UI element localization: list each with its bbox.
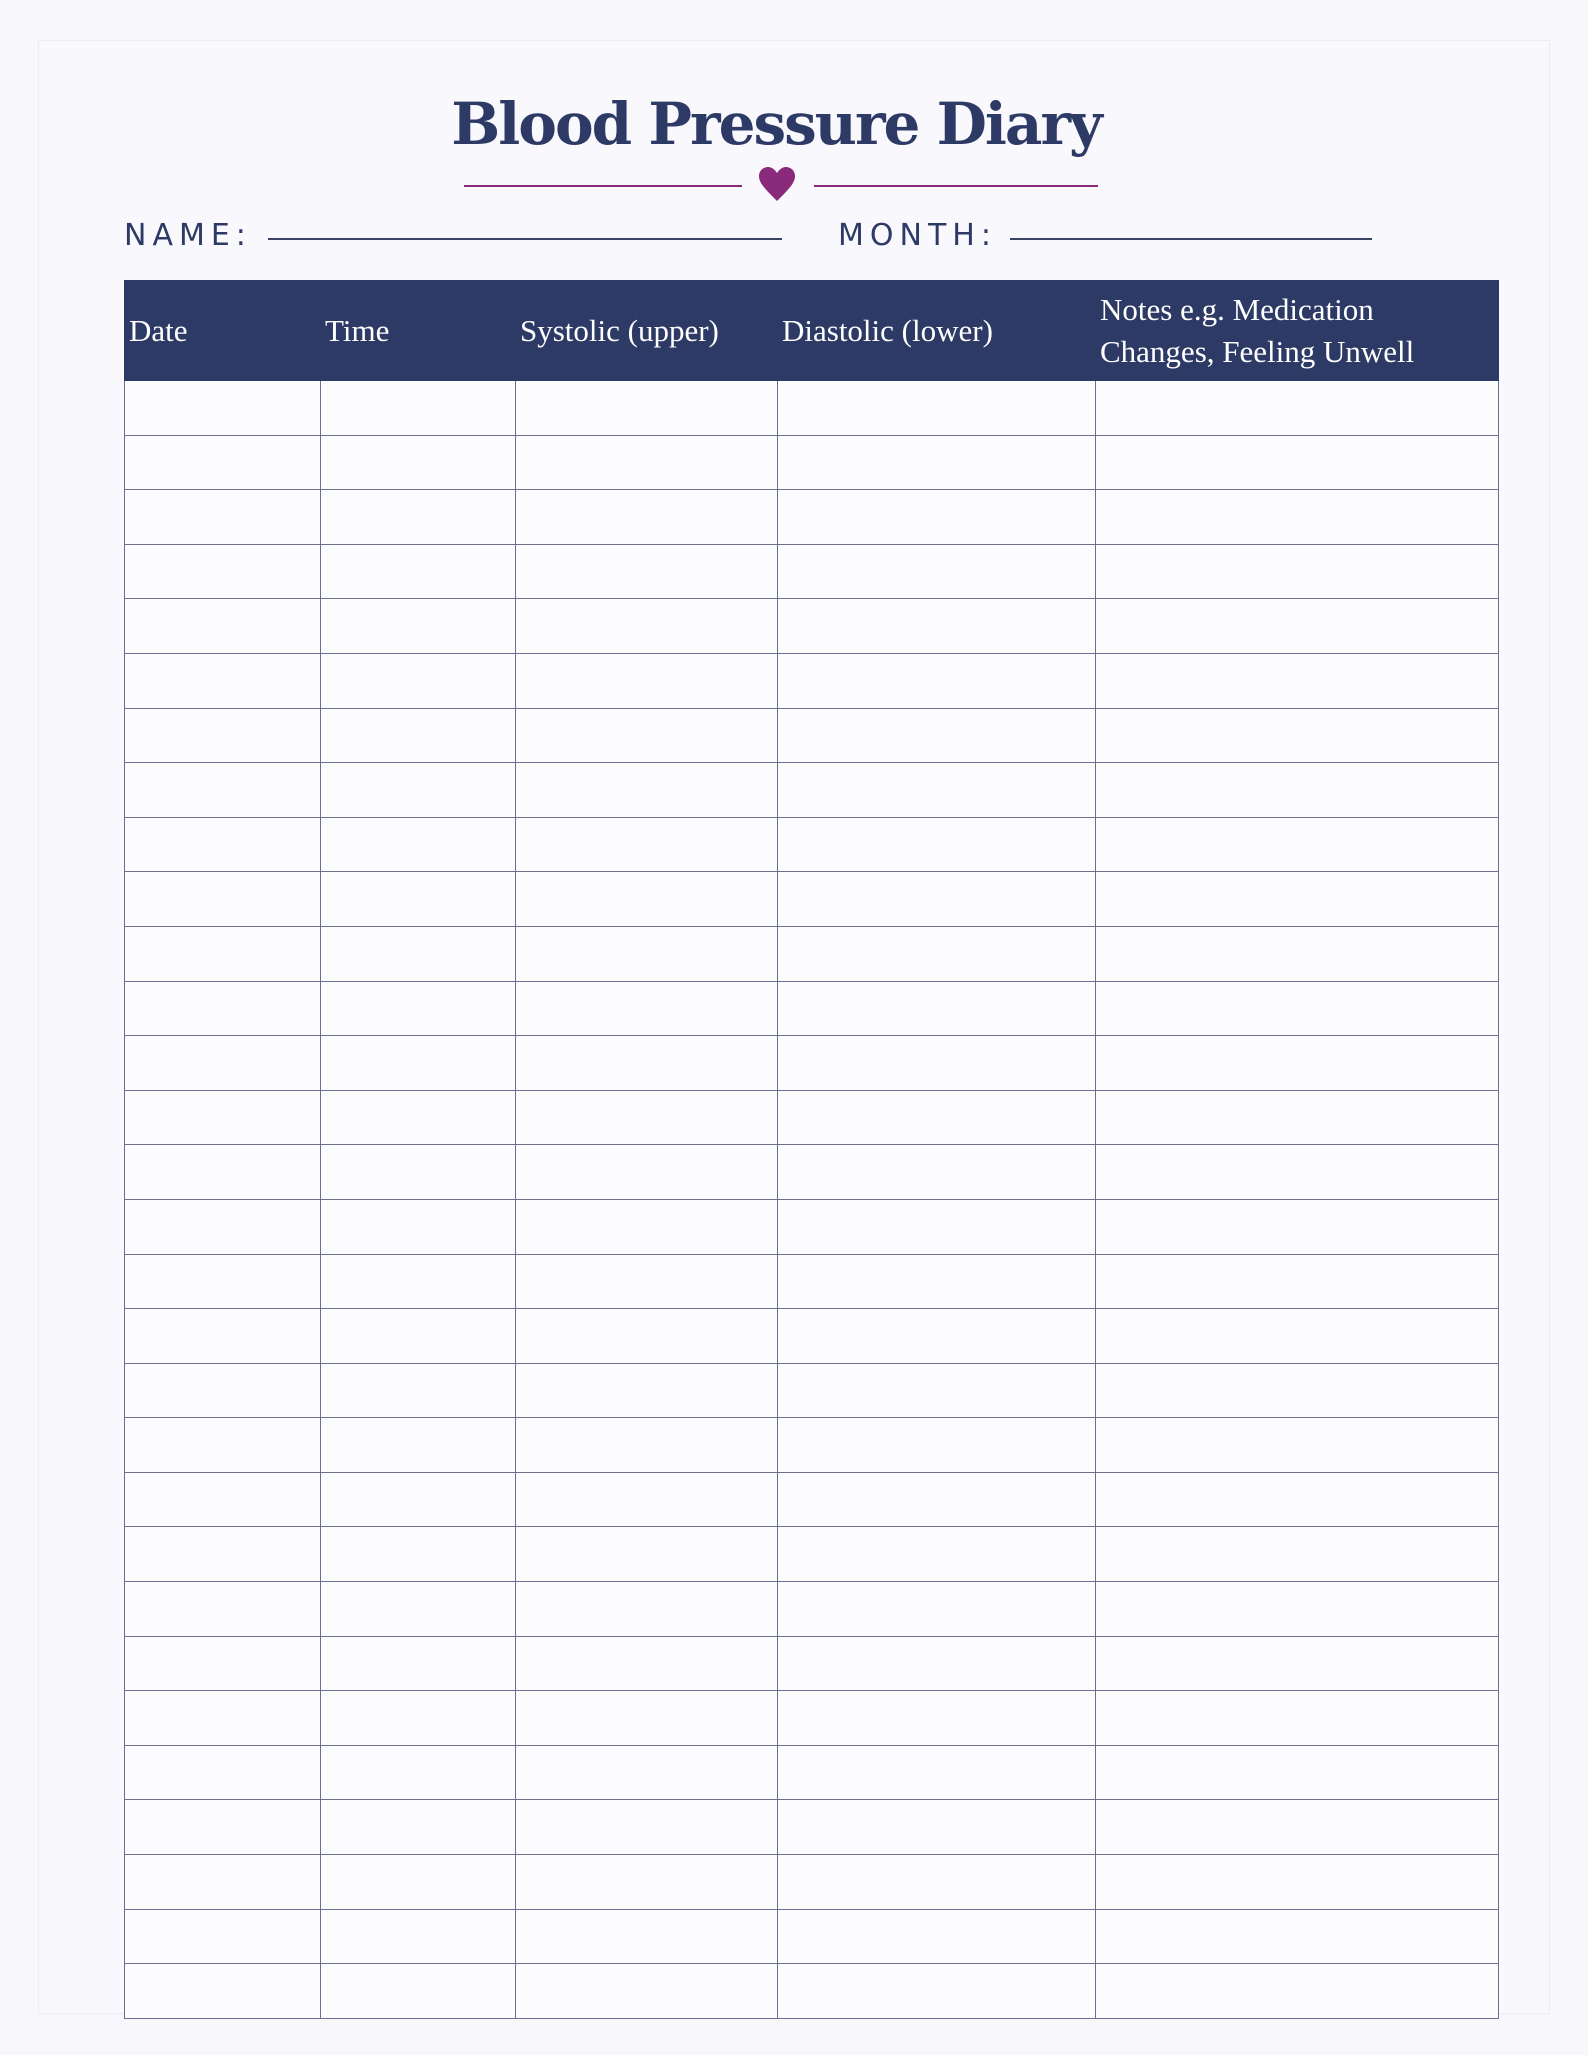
systolic-cell[interactable] bbox=[516, 1582, 778, 1637]
notes-cell[interactable] bbox=[1096, 981, 1499, 1036]
table-header-row bbox=[125, 281, 1499, 381]
date-cell[interactable] bbox=[125, 1363, 321, 1418]
systolic-cell[interactable] bbox=[516, 544, 778, 599]
table-row bbox=[125, 817, 1499, 872]
date-cell[interactable] bbox=[125, 981, 321, 1036]
diastolic-cell[interactable] bbox=[778, 1418, 1096, 1473]
systolic-cell[interactable] bbox=[516, 1036, 778, 1091]
time-cell[interactable] bbox=[321, 1090, 516, 1145]
time-cell[interactable] bbox=[321, 1145, 516, 1200]
time-cell[interactable] bbox=[321, 872, 516, 927]
table-row bbox=[125, 1909, 1499, 1964]
diastolic-cell[interactable] bbox=[778, 1909, 1096, 1964]
table-row bbox=[125, 981, 1499, 1036]
column-header-time: Time bbox=[321, 281, 516, 381]
diastolic-cell[interactable] bbox=[778, 708, 1096, 763]
time-cell[interactable] bbox=[321, 1527, 516, 1582]
table-body bbox=[125, 381, 1499, 2019]
table-row bbox=[125, 1800, 1499, 1855]
notes-cell[interactable] bbox=[1096, 1036, 1499, 1091]
time-cell[interactable] bbox=[321, 1582, 516, 1637]
table-row bbox=[125, 381, 1499, 436]
date-cell[interactable] bbox=[125, 1472, 321, 1527]
time-cell[interactable] bbox=[321, 981, 516, 1036]
notes-cell[interactable] bbox=[1096, 1254, 1499, 1309]
date-cell[interactable] bbox=[125, 872, 321, 927]
date-cell[interactable] bbox=[125, 1527, 321, 1582]
diastolic-cell[interactable] bbox=[778, 817, 1096, 872]
date-cell[interactable] bbox=[125, 1418, 321, 1473]
table-row bbox=[125, 435, 1499, 490]
diastolic-cell[interactable] bbox=[778, 1636, 1096, 1691]
systolic-cell[interactable] bbox=[516, 1909, 778, 1964]
diastolic-cell[interactable] bbox=[778, 1800, 1096, 1855]
systolic-cell[interactable] bbox=[516, 1363, 778, 1418]
date-cell[interactable] bbox=[125, 763, 321, 818]
table-row bbox=[125, 926, 1499, 981]
diastolic-cell[interactable] bbox=[778, 763, 1096, 818]
table-row bbox=[125, 1472, 1499, 1527]
systolic-cell[interactable] bbox=[516, 1254, 778, 1309]
time-cell[interactable] bbox=[321, 1309, 516, 1364]
time-cell[interactable] bbox=[321, 1418, 516, 1473]
time-cell[interactable] bbox=[321, 1745, 516, 1800]
notes-cell[interactable] bbox=[1096, 1527, 1499, 1582]
notes-cell[interactable] bbox=[1096, 381, 1499, 436]
date-cell[interactable] bbox=[125, 1582, 321, 1637]
time-cell[interactable] bbox=[321, 1472, 516, 1527]
date-cell[interactable] bbox=[125, 544, 321, 599]
systolic-cell[interactable] bbox=[516, 653, 778, 708]
diary-table bbox=[124, 280, 1499, 2019]
table-row bbox=[125, 1691, 1499, 1746]
time-cell[interactable] bbox=[321, 1254, 516, 1309]
systolic-cell[interactable] bbox=[516, 1472, 778, 1527]
systolic-cell[interactable] bbox=[516, 1855, 778, 1910]
time-cell[interactable] bbox=[321, 544, 516, 599]
diastolic-cell[interactable] bbox=[778, 872, 1096, 927]
diastolic-cell[interactable] bbox=[778, 490, 1096, 545]
date-cell[interactable] bbox=[125, 490, 321, 545]
notes-cell[interactable] bbox=[1096, 1582, 1499, 1637]
table-row bbox=[125, 763, 1499, 818]
date-cell[interactable] bbox=[125, 381, 321, 436]
notes-cell[interactable] bbox=[1096, 817, 1499, 872]
date-cell[interactable] bbox=[125, 1745, 321, 1800]
diastolic-cell[interactable] bbox=[778, 1199, 1096, 1254]
date-cell[interactable] bbox=[125, 1855, 321, 1910]
diastolic-cell[interactable] bbox=[778, 926, 1096, 981]
time-cell[interactable] bbox=[321, 1363, 516, 1418]
time-cell[interactable] bbox=[321, 926, 516, 981]
column-header-date: Date bbox=[125, 281, 321, 381]
time-cell[interactable] bbox=[321, 1909, 516, 1964]
date-cell[interactable] bbox=[125, 817, 321, 872]
time-cell[interactable] bbox=[321, 708, 516, 763]
notes-cell[interactable] bbox=[1096, 1636, 1499, 1691]
date-cell[interactable] bbox=[125, 599, 321, 654]
notes-cell[interactable] bbox=[1096, 1691, 1499, 1746]
diastolic-cell[interactable] bbox=[778, 1036, 1096, 1091]
column-header-diastolic: Diastolic (lower) bbox=[778, 281, 1096, 381]
time-cell[interactable] bbox=[321, 599, 516, 654]
date-cell[interactable] bbox=[125, 926, 321, 981]
time-cell[interactable] bbox=[321, 1691, 516, 1746]
table-row bbox=[125, 1964, 1499, 2019]
date-cell[interactable] bbox=[125, 435, 321, 490]
title-divider-left bbox=[464, 185, 742, 187]
table-row bbox=[125, 599, 1499, 654]
systolic-cell[interactable] bbox=[516, 1199, 778, 1254]
table-row bbox=[125, 1527, 1499, 1582]
table-row bbox=[125, 490, 1499, 545]
notes-cell[interactable] bbox=[1096, 1745, 1499, 1800]
date-cell[interactable] bbox=[125, 1090, 321, 1145]
systolic-cell[interactable] bbox=[516, 1745, 778, 1800]
date-cell[interactable] bbox=[125, 1145, 321, 1200]
column-header-systolic: Systolic (upper) bbox=[516, 281, 778, 381]
diastolic-cell[interactable] bbox=[778, 1745, 1096, 1800]
table-row bbox=[125, 1309, 1499, 1364]
systolic-cell[interactable] bbox=[516, 1418, 778, 1473]
table-row bbox=[125, 1855, 1499, 1910]
time-cell[interactable] bbox=[321, 1855, 516, 1910]
column-header-notes: Notes e.g. Medication Changes, Feeling Unwell bbox=[1096, 281, 1499, 381]
notes-cell[interactable] bbox=[1096, 708, 1499, 763]
systolic-cell[interactable] bbox=[516, 817, 778, 872]
systolic-cell[interactable] bbox=[516, 490, 778, 545]
notes-cell[interactable] bbox=[1096, 544, 1499, 599]
date-cell[interactable] bbox=[125, 1309, 321, 1364]
systolic-cell[interactable] bbox=[516, 435, 778, 490]
table-row bbox=[125, 1254, 1499, 1309]
systolic-cell[interactable] bbox=[516, 1145, 778, 1200]
notes-cell[interactable] bbox=[1096, 599, 1499, 654]
page-title: Blood Pressure Diary bbox=[451, 90, 1101, 158]
time-cell[interactable] bbox=[321, 1800, 516, 1855]
notes-cell[interactable] bbox=[1096, 435, 1499, 490]
systolic-cell[interactable] bbox=[516, 1309, 778, 1364]
heart-icon bbox=[757, 165, 797, 205]
table-row bbox=[125, 1363, 1499, 1418]
diastolic-cell[interactable] bbox=[778, 1691, 1096, 1746]
time-cell[interactable] bbox=[321, 1199, 516, 1254]
table-row bbox=[125, 1636, 1499, 1691]
systolic-cell[interactable] bbox=[516, 1636, 778, 1691]
table-row bbox=[125, 1145, 1499, 1200]
systolic-cell[interactable] bbox=[516, 1691, 778, 1746]
month-label: MONTH: bbox=[838, 218, 997, 253]
table-row bbox=[125, 1745, 1499, 1800]
time-cell[interactable] bbox=[321, 653, 516, 708]
time-cell[interactable] bbox=[321, 435, 516, 490]
table-row bbox=[125, 872, 1499, 927]
date-cell[interactable] bbox=[125, 1909, 321, 1964]
systolic-cell[interactable] bbox=[516, 381, 778, 436]
systolic-cell[interactable] bbox=[516, 599, 778, 654]
time-cell[interactable] bbox=[321, 1036, 516, 1091]
notes-cell[interactable] bbox=[1096, 1418, 1499, 1473]
diastolic-cell[interactable] bbox=[778, 1254, 1096, 1309]
notes-cell[interactable] bbox=[1096, 490, 1499, 545]
table-row bbox=[125, 1090, 1499, 1145]
diastolic-cell[interactable] bbox=[778, 1855, 1096, 1910]
diastolic-cell[interactable] bbox=[778, 1090, 1096, 1145]
diastolic-cell[interactable] bbox=[778, 381, 1096, 436]
table-row bbox=[125, 1582, 1499, 1637]
table-row bbox=[125, 1199, 1499, 1254]
notes-cell[interactable] bbox=[1096, 872, 1499, 927]
table-row bbox=[125, 653, 1499, 708]
diastolic-cell[interactable] bbox=[778, 653, 1096, 708]
diastolic-cell[interactable] bbox=[778, 1582, 1096, 1637]
name-field[interactable] bbox=[268, 238, 782, 240]
time-cell[interactable] bbox=[321, 1636, 516, 1691]
diastolic-cell[interactable] bbox=[778, 599, 1096, 654]
diastolic-cell[interactable] bbox=[778, 1527, 1096, 1582]
name-label: NAME: bbox=[124, 218, 252, 253]
systolic-cell[interactable] bbox=[516, 1800, 778, 1855]
diastolic-cell[interactable] bbox=[778, 544, 1096, 599]
notes-cell[interactable] bbox=[1096, 1472, 1499, 1527]
notes-cell[interactable] bbox=[1096, 1964, 1499, 2019]
date-cell[interactable] bbox=[125, 1036, 321, 1091]
notes-cell[interactable] bbox=[1096, 1909, 1499, 1964]
diastolic-cell[interactable] bbox=[778, 1145, 1096, 1200]
date-cell[interactable] bbox=[125, 1691, 321, 1746]
time-cell[interactable] bbox=[321, 490, 516, 545]
notes-cell[interactable] bbox=[1096, 763, 1499, 818]
month-field[interactable] bbox=[1010, 238, 1372, 240]
systolic-cell[interactable] bbox=[516, 1090, 778, 1145]
date-cell[interactable] bbox=[125, 1199, 321, 1254]
notes-cell[interactable] bbox=[1096, 1090, 1499, 1145]
date-cell[interactable] bbox=[125, 708, 321, 763]
diastolic-cell[interactable] bbox=[778, 1309, 1096, 1364]
date-cell[interactable] bbox=[125, 1800, 321, 1855]
notes-cell[interactable] bbox=[1096, 926, 1499, 981]
diastolic-cell[interactable] bbox=[778, 435, 1096, 490]
diastolic-cell[interactable] bbox=[778, 1472, 1096, 1527]
notes-cell[interactable] bbox=[1096, 1855, 1499, 1910]
time-cell[interactable] bbox=[321, 763, 516, 818]
diastolic-cell[interactable] bbox=[778, 981, 1096, 1036]
systolic-cell[interactable] bbox=[516, 1964, 778, 2019]
systolic-cell[interactable] bbox=[516, 763, 778, 818]
notes-cell[interactable] bbox=[1096, 653, 1499, 708]
systolic-cell[interactable] bbox=[516, 708, 778, 763]
table-row bbox=[125, 1036, 1499, 1091]
systolic-cell[interactable] bbox=[516, 981, 778, 1036]
notes-cell[interactable] bbox=[1096, 1800, 1499, 1855]
notes-cell[interactable] bbox=[1096, 1199, 1499, 1254]
date-cell[interactable] bbox=[125, 1964, 321, 2019]
time-cell[interactable] bbox=[321, 1964, 516, 2019]
systolic-cell[interactable] bbox=[516, 1527, 778, 1582]
systolic-cell[interactable] bbox=[516, 872, 778, 927]
notes-cell[interactable] bbox=[1096, 1145, 1499, 1200]
systolic-cell[interactable] bbox=[516, 926, 778, 981]
notes-cell[interactable] bbox=[1096, 1363, 1499, 1418]
table-row bbox=[125, 1418, 1499, 1473]
date-cell[interactable] bbox=[125, 1636, 321, 1691]
diastolic-cell[interactable] bbox=[778, 1363, 1096, 1418]
title-divider-right bbox=[814, 185, 1098, 187]
date-cell[interactable] bbox=[125, 653, 321, 708]
time-cell[interactable] bbox=[321, 381, 516, 436]
diastolic-cell[interactable] bbox=[778, 1964, 1096, 2019]
table-row bbox=[125, 708, 1499, 763]
notes-cell[interactable] bbox=[1096, 1309, 1499, 1364]
table-row bbox=[125, 544, 1499, 599]
date-cell[interactable] bbox=[125, 1254, 321, 1309]
time-cell[interactable] bbox=[321, 817, 516, 872]
